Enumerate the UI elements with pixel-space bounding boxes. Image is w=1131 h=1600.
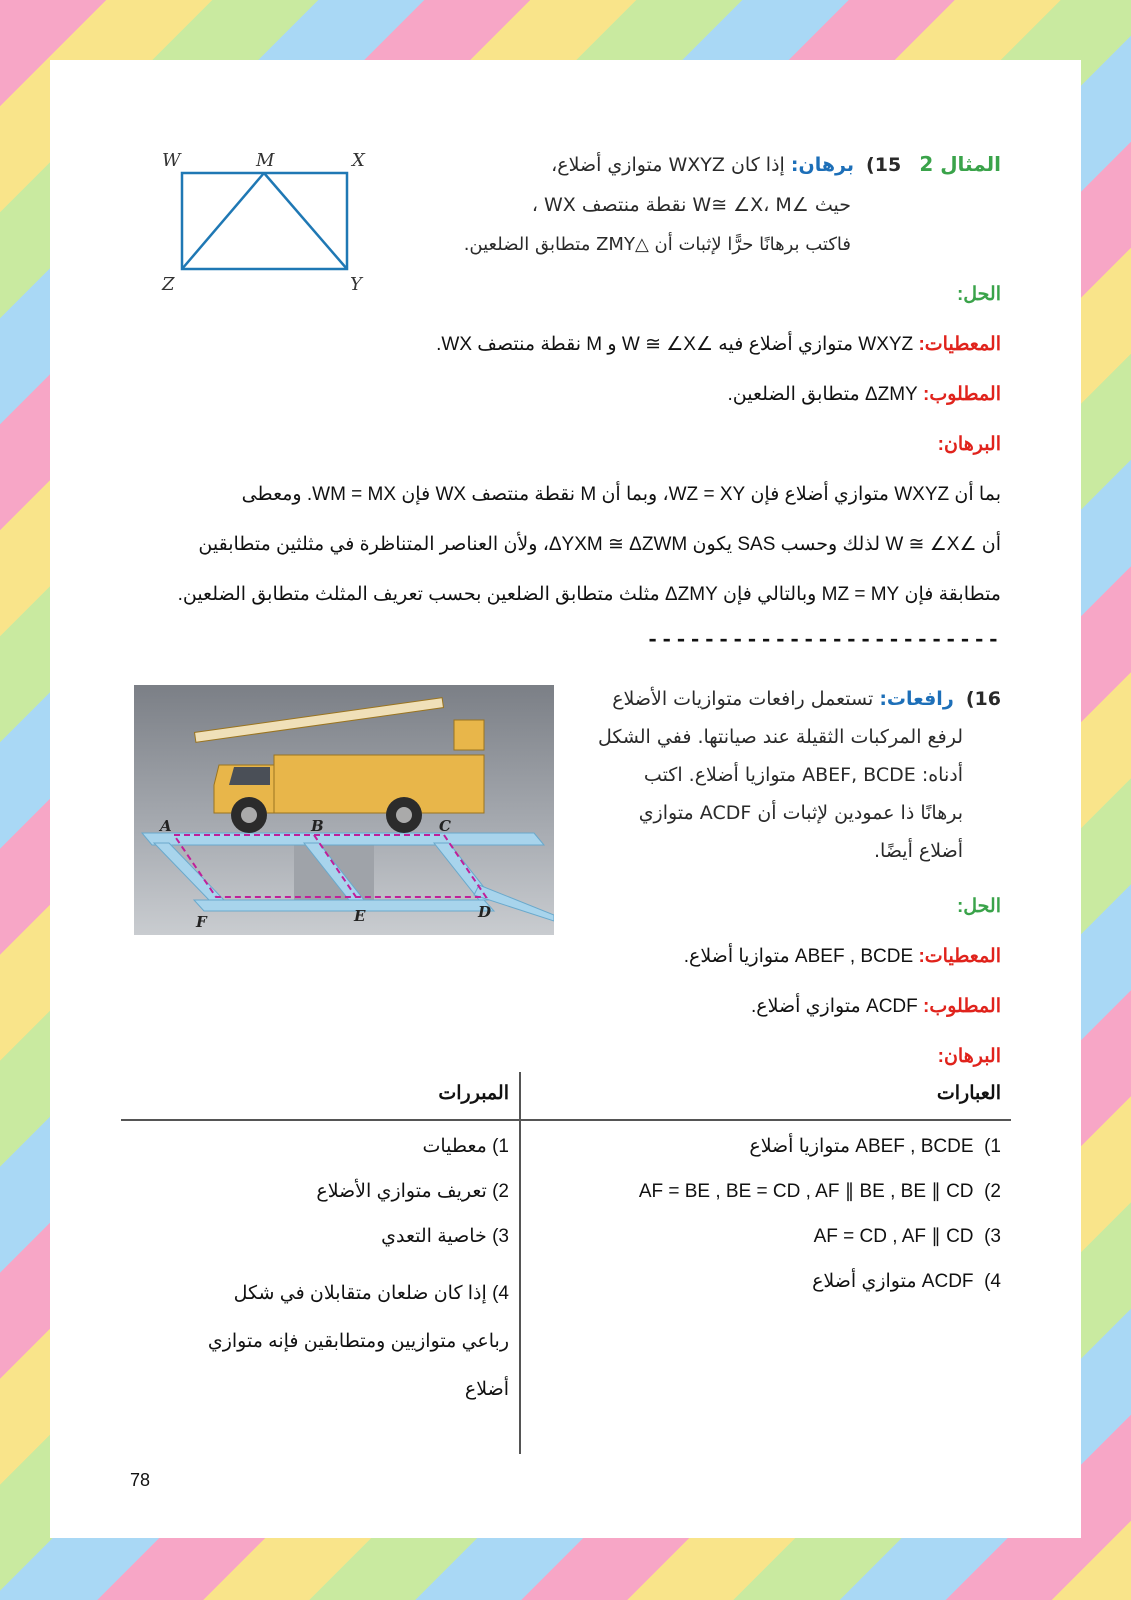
row-3-num2: 3) xyxy=(492,1226,509,1247)
table-row xyxy=(121,1120,1011,1166)
page-number: 78 xyxy=(130,1470,151,1490)
solution-2 xyxy=(401,882,1001,1082)
proof-table xyxy=(121,1072,1011,1454)
required-2-line xyxy=(401,982,1001,1032)
problem-16-line-1 xyxy=(591,680,1001,718)
row-2-num2: 2) xyxy=(492,1181,509,1202)
label-w: W xyxy=(162,150,181,171)
example-tag: برهان: xyxy=(790,154,854,176)
table-row xyxy=(121,1211,1011,1256)
label-c: C xyxy=(439,817,451,835)
segment-my xyxy=(264,173,347,269)
statement-cell-3 xyxy=(520,1211,1011,1256)
statement-cell-1 xyxy=(520,1120,1011,1166)
problem-16-text-5: أضلاع أيضًا. xyxy=(874,840,963,862)
row-2-num: 2) xyxy=(984,1181,1001,1202)
statement-cell-4 xyxy=(520,1256,1011,1454)
proof-paragraph-line-2: أن ∠W ≅ ∠X لذلك وحسب SAS يكون ΔYXM ≅ ΔZWM، ولأن العناصر المتناظرة في مثلثين متطابقين xyxy=(198,534,1001,555)
section-separator: ------------------------- xyxy=(645,628,1001,653)
problem-16-number: 16) xyxy=(965,688,1001,710)
reason-cell-1 xyxy=(121,1120,520,1166)
required-line xyxy=(141,370,1001,420)
lift-top-rail xyxy=(142,833,544,845)
reason-cell-2 xyxy=(121,1166,520,1211)
row-4-num: 4) xyxy=(984,1271,1001,1292)
proof-label: البرهان: xyxy=(937,434,1001,455)
truck-window xyxy=(229,767,270,785)
label-b: B xyxy=(311,817,324,835)
example-label: المثال 2 xyxy=(919,152,1001,176)
truck-bucket xyxy=(454,720,484,750)
given-2-line xyxy=(401,932,1001,982)
wheel-hub-front xyxy=(241,807,257,823)
example-block xyxy=(441,144,1001,265)
statement-3: AF = CD , AF ∥ CD xyxy=(813,1226,974,1247)
segment-zm xyxy=(182,173,264,269)
label-m: M xyxy=(256,150,275,171)
row-1-num: 1) xyxy=(984,1136,1001,1157)
table-row xyxy=(121,1256,1011,1454)
given-text: WXYZ متوازي أضلاع فيه ∠W ≅ ∠X و M نقطة منتصف WX. xyxy=(436,334,914,355)
problem-16-text-3: أدناه: ABEF, BCDE متوازيا أضلاع. اكتب xyxy=(643,764,963,786)
solution-heading: الحل: xyxy=(956,284,1001,305)
example-text-3: فاكتب برهانًا حرًّا لإثبات أن △ZMY متطابق الضلعين. xyxy=(463,234,851,255)
row-3-num: 3) xyxy=(984,1226,1001,1247)
solution-1 xyxy=(141,270,1001,620)
table-row xyxy=(121,1166,1011,1211)
proof-paragraph-line-1: بما أن WXYZ متوازي أضلاع فإن WZ = XY، وبما أن M نقطة منتصف WX فإن WM = MX. ومعطى xyxy=(241,484,1001,505)
required-label: المطلوب: xyxy=(923,384,1001,405)
example-number: 15) xyxy=(866,154,902,176)
reason-cell-3 xyxy=(121,1211,520,1256)
reason-cell-4 xyxy=(121,1256,520,1454)
label-f: F xyxy=(196,913,207,931)
label-d: D xyxy=(478,903,492,921)
solution-2-heading: الحل: xyxy=(956,896,1001,917)
header-reasons: المبررات xyxy=(121,1072,520,1120)
proof-table-wrap xyxy=(121,1072,1011,1454)
wheel-hub-rear xyxy=(396,807,412,823)
statement-cell-2 xyxy=(520,1166,1011,1211)
proof-2-label: البرهان: xyxy=(937,1046,1001,1067)
reason-4: إذا كان ضلعان متقابلان في شكل رباعي متوازيين ومتطابقين فإنه متوازي أضلاع xyxy=(207,1283,509,1400)
proof-paragraph-line-3: متطابقة فإن MZ = MY وبالتالي فإن ΔZMY مثلث متطابق الضلعين بحسب تعريف المثلث متطابق الضلعين. xyxy=(177,584,1001,605)
label-a: A xyxy=(160,817,172,835)
statement-2: AF = BE , BE = CD , AF ∥ BE , BE ∥ CD xyxy=(638,1181,974,1202)
given-2-text: ABEF , BCDE متوازيا أضلاع. xyxy=(683,946,914,967)
reason-3: خاصية التعدي xyxy=(381,1226,487,1247)
label-z: Z xyxy=(162,274,175,295)
required-2-label: المطلوب: xyxy=(923,996,1001,1017)
problem-16-tag: رافعات: xyxy=(879,688,954,710)
row-4-num2: 4) xyxy=(492,1283,509,1304)
reason-2: تعريف متوازي الأضلاع xyxy=(316,1181,487,1202)
required-text: ΔZMY متطابق الضلعين. xyxy=(727,384,918,405)
given-line xyxy=(141,320,1001,370)
example-text-2: حيث ∠W≅ ∠X، M نقطة منتصف WX ، xyxy=(531,194,851,216)
given-2-label: المعطيات: xyxy=(918,946,1001,967)
problem-16-text-1: تستعمل رافعات متوازيات الأضلاع xyxy=(612,688,874,710)
given-label: المعطيات: xyxy=(918,334,1001,355)
statement-1: ABEF , BCDE متوازيا أضلاع xyxy=(749,1136,974,1157)
label-x: X xyxy=(352,150,365,171)
reason-1: معطيات xyxy=(422,1136,487,1157)
example-text-1: إذا كان WXYZ متوازي أضلاع، xyxy=(551,154,785,176)
required-2-text: ACDF متوازي أضلاع. xyxy=(751,996,918,1017)
row-1-num2: 1) xyxy=(492,1136,509,1157)
page-sheet xyxy=(50,60,1081,1538)
example-line-1 xyxy=(441,144,1001,185)
label-e: E xyxy=(354,907,366,925)
label-y: Y xyxy=(350,274,362,295)
table-header-row xyxy=(121,1072,1011,1120)
statement-4: ACDF متوازي أضلاع xyxy=(812,1271,974,1292)
header-statements: العبارات xyxy=(520,1072,1011,1120)
problem-16-text-4: برهانًا ذا عمودين لإثبات أن ACDF متوازي xyxy=(638,802,963,824)
truck-body xyxy=(274,755,484,813)
problem-16-text-2: لرفع المركبات الثقيلة عند صيانتها. ففي الشكل xyxy=(597,726,963,748)
rectangle-wxyz xyxy=(182,173,347,269)
problem-16-block xyxy=(591,680,1001,870)
